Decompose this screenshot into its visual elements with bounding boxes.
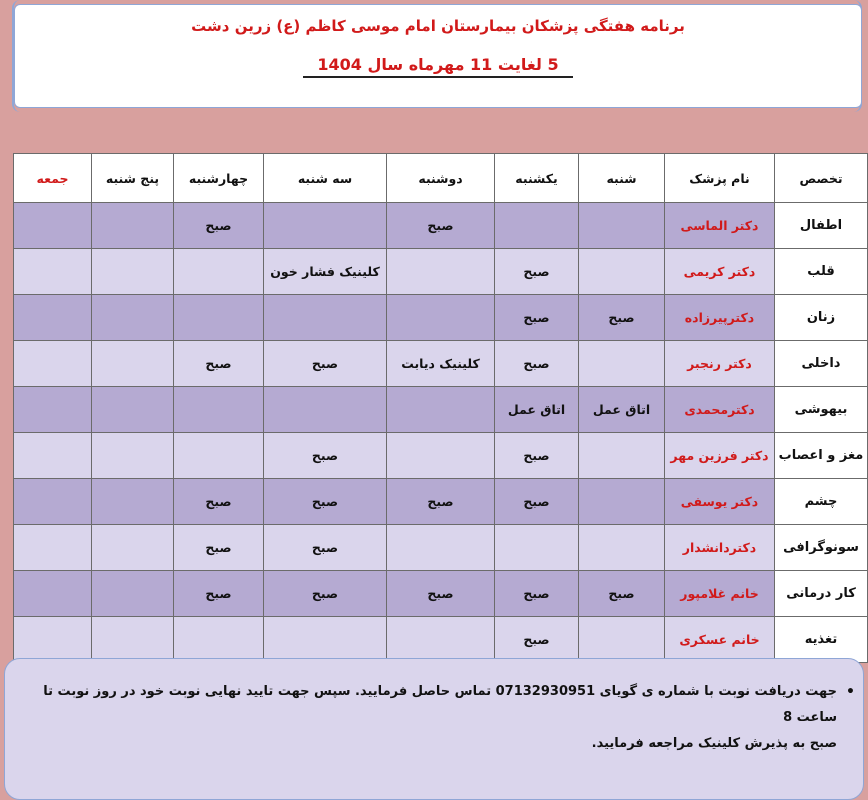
tuesday-cell [264, 617, 387, 663]
specialty-cell: داخلی [775, 341, 868, 387]
sunday-cell: صبح [495, 617, 579, 663]
friday-cell [14, 571, 92, 617]
sunday-cell: صبح [495, 433, 579, 479]
friday-cell [14, 433, 92, 479]
wednesday-cell: صبح [174, 571, 264, 617]
header-saturday: شنبه [579, 154, 665, 203]
appointment-note-text [17, 679, 855, 757]
sunday-cell: صبح [495, 479, 579, 525]
header-specialty: تخصص [775, 154, 868, 203]
friday-cell [14, 617, 92, 663]
saturday-cell [579, 617, 665, 663]
sunday-cell: صبح [495, 571, 579, 617]
friday-cell [14, 341, 92, 387]
tuesday-cell [264, 387, 387, 433]
monday-cell [387, 387, 495, 433]
specialty-cell: قلب [775, 249, 868, 295]
table-row [14, 295, 868, 341]
bullet-icon: • [846, 684, 855, 700]
tuesday-cell: صبح [264, 341, 387, 387]
saturday-cell [579, 525, 665, 571]
saturday-cell [579, 249, 665, 295]
wednesday-cell: صبح [174, 525, 264, 571]
date-range [15, 55, 861, 74]
wednesday-cell [174, 387, 264, 433]
saturday-cell [579, 479, 665, 525]
monday-cell: کلینیک دیابت [387, 341, 495, 387]
monday-cell [387, 525, 495, 571]
tuesday-cell [264, 295, 387, 341]
thursday-cell [92, 341, 174, 387]
wednesday-cell: صبح [174, 341, 264, 387]
table-row [14, 341, 868, 387]
thursday-cell [92, 617, 174, 663]
saturday-cell: صبح [579, 295, 665, 341]
doctor-name: دکترمحمدی [665, 387, 775, 433]
specialty-cell: چشم [775, 479, 868, 525]
sunday-cell: صبح [495, 249, 579, 295]
wednesday-cell [174, 617, 264, 663]
friday-cell [14, 203, 92, 249]
monday-cell [387, 249, 495, 295]
wednesday-cell [174, 249, 264, 295]
sunday-cell: صبح [495, 341, 579, 387]
thursday-cell [92, 433, 174, 479]
saturday-cell: اتاق عمل [579, 387, 665, 433]
doctor-name: دکتر رنجبر [665, 341, 775, 387]
header-wednesday: چهارشنبه [174, 154, 264, 203]
header-thursday: پنج شنبه [92, 154, 174, 203]
friday-cell [14, 525, 92, 571]
thursday-cell [92, 525, 174, 571]
specialty-cell: بیهوشی [775, 387, 868, 433]
header-doctor: نام پزشک [665, 154, 775, 203]
doctor-schedule-table [13, 153, 868, 663]
wednesday-cell [174, 433, 264, 479]
friday-cell [14, 479, 92, 525]
tuesday-cell: صبح [264, 525, 387, 571]
specialty-cell: تغذیه [775, 617, 868, 663]
tuesday-cell: صبح [264, 571, 387, 617]
sunday-cell [495, 203, 579, 249]
sunday-cell: اتاق عمل [495, 387, 579, 433]
monday-cell [387, 295, 495, 341]
saturday-cell [579, 203, 665, 249]
monday-cell [387, 433, 495, 479]
thursday-cell [92, 295, 174, 341]
page-title: برنامه هفتگی پزشکان بیمارستان امام موسی کاظم (ع) زرین دشت [191, 17, 685, 35]
header-friday: جمعه [14, 154, 92, 203]
saturday-cell [579, 341, 665, 387]
table-row [14, 387, 868, 433]
wednesday-cell [174, 295, 264, 341]
doctor-name: دکتر الماسی [665, 203, 775, 249]
sunday-cell: صبح [495, 295, 579, 341]
table-row [14, 203, 868, 249]
doctor-name: خانم غلامپور [665, 571, 775, 617]
table-header-row [14, 154, 868, 203]
tuesday-cell: صبح [264, 479, 387, 525]
specialty-cell: مغز و اعصاب [775, 433, 868, 479]
thursday-cell [92, 203, 174, 249]
monday-cell [387, 617, 495, 663]
table-row [14, 433, 868, 479]
sunday-cell [495, 525, 579, 571]
tuesday-cell: صبح [264, 433, 387, 479]
friday-cell [14, 249, 92, 295]
monday-cell: صبح [387, 571, 495, 617]
specialty-cell: اطفال [775, 203, 868, 249]
specialty-cell: زنان [775, 295, 868, 341]
doctor-name: دکتر کریمی [665, 249, 775, 295]
friday-cell [14, 295, 92, 341]
header-tuesday: سه شنبه [264, 154, 387, 203]
doctor-name: دکترپیرزاده [665, 295, 775, 341]
saturday-cell: صبح [579, 571, 665, 617]
tuesday-cell: کلینیک فشار خون [264, 249, 387, 295]
table-row [14, 525, 868, 571]
specialty-cell: سونوگرافی [775, 525, 868, 571]
doctor-name: دکتر فرزین مهر [665, 433, 775, 479]
monday-cell: صبح [387, 203, 495, 249]
date-range-text: 5 لغایت 11 مهرماه سال 1404 [303, 55, 572, 78]
header-sunday: یکشنبه [495, 154, 579, 203]
appointment-note [4, 658, 864, 800]
wednesday-cell: صبح [174, 479, 264, 525]
doctor-name: دکتردانشدار [665, 525, 775, 571]
thursday-cell [92, 387, 174, 433]
monday-cell: صبح [387, 479, 495, 525]
table-row [14, 479, 868, 525]
table-row [14, 249, 868, 295]
doctor-name: دکتر یوسفی [665, 479, 775, 525]
saturday-cell [579, 433, 665, 479]
doctor-name: خانم عسکری [665, 617, 775, 663]
note-line-1: جهت دریافت نوبت با شماره ی گویای 07132930951 تماس حاصل فرمایید. سپس جهت تایید نهایی نوبت خود در روز نوبت تا ساعت 8 [43, 684, 837, 725]
specialty-cell: کار درمانی [775, 571, 868, 617]
wednesday-cell: صبح [174, 203, 264, 249]
table-row [14, 617, 868, 663]
friday-cell [14, 387, 92, 433]
tuesday-cell [264, 203, 387, 249]
header-banner [14, 4, 862, 108]
thursday-cell [92, 571, 174, 617]
header-monday: دوشنبه [387, 154, 495, 203]
table-row [14, 571, 868, 617]
thursday-cell [92, 479, 174, 525]
note-line-2: صبح به پذیرش کلینیک مراجعه فرمایید. [591, 736, 837, 751]
thursday-cell [92, 249, 174, 295]
